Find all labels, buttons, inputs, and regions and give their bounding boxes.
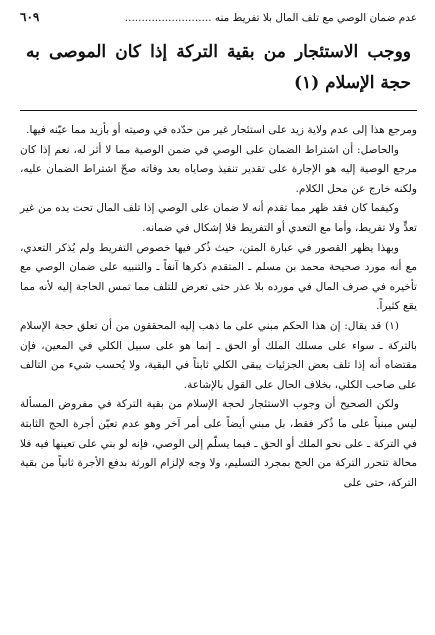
paragraph: وكيفما كان فقد ظهر مما تقدم أنه لا ضمان على الوصي إذا تلف المال تحت يده من غير تعدٍّ ولا تفريط، وأما مع التعدي أو التفريط فلا إشكال في ضمانه. xyxy=(20,202,417,234)
running-title: عدم ضمان الوصي مع تلف المال بلا تفريط منه .......................... xyxy=(124,12,417,24)
paragraph: ومرجع هذا إلى عدم ولاية زيد على استئجار غير من حدّده في وصيته أو بأزيد مما عيّنه فيها. xyxy=(26,124,417,136)
running-header xyxy=(20,10,417,25)
paragraph: وبهذا يظهر القصور في عبارة المتن، حيث ذُكر فيها خصوص التفريط ولم يُذكر التعدي، مع أنه مورد صحيحة محمد بن مسلم ـ المتقدم ذكرها آنفاً ـ والتنبيه على ضمان الوصي مع تأخيره في صرف المال في مورده بلا عذر حتى تعرض للتلف مما تمس الحاجة إليه لأنه مما يقع كثيراً. xyxy=(20,241,417,313)
title-divider xyxy=(20,110,417,111)
paragraph: والحاصل: أن اشتراط الضمان على الوصي في ضمن الوصية مما لا أثر له، نعم إذا كان مرجع الوصية إليه هو الإجارة على تقدير تنفيذ وصاياه بعد وفاته صحّ اشتراط الضمان عليه، ولكنه خارج عن محل الكلام. xyxy=(20,143,417,195)
section-title: ووجب الاستئجار من بقية التركة إذا كان الموصى به حجة الإسلام (١) xyxy=(26,42,411,93)
footnote-paragraph: (١) قد يقال: إن هذا الحكم مبني على ما ذهب إليه المحققون من أن تعلق حجة الإسلام بالتركة ـ سواء على مسلك الملك أو الحق ـ إنما هو على سبيل الكلي في المعين، فإن مقتضاه أنه إذا تلف بعض الجزئيات يبقى الكلي ثابتاً في البقية، ولا يُحسب شيء من التالف على صاحب الكلي، بخلاف الحال على القول بالإشاعة. xyxy=(20,319,417,391)
paragraph: ولكن الصحيح أن وجوب الاستئجار لحجة الإسلام من بقية التركة في مفروض المسألة ليس مبنياً على ما ذُكر فقط، بل مبني أيضاً على أمر آخر وهو عدم تعيّن أجرة الحج الثابتة في التركة ـ على نحو الملك أو الحق ـ فيما يسلّم إلى الوصي، فإنه لو بني على تعينها فيه فلا محالة تتحرر التركة من الحج بمجرد التسليم، ولا وجه لإلزام الورثة بدفع الأجرة ثانياً من بقية التركة، حتى على xyxy=(20,398,417,489)
body-text xyxy=(20,121,417,493)
page-number: ٦٠٩ xyxy=(20,10,40,24)
